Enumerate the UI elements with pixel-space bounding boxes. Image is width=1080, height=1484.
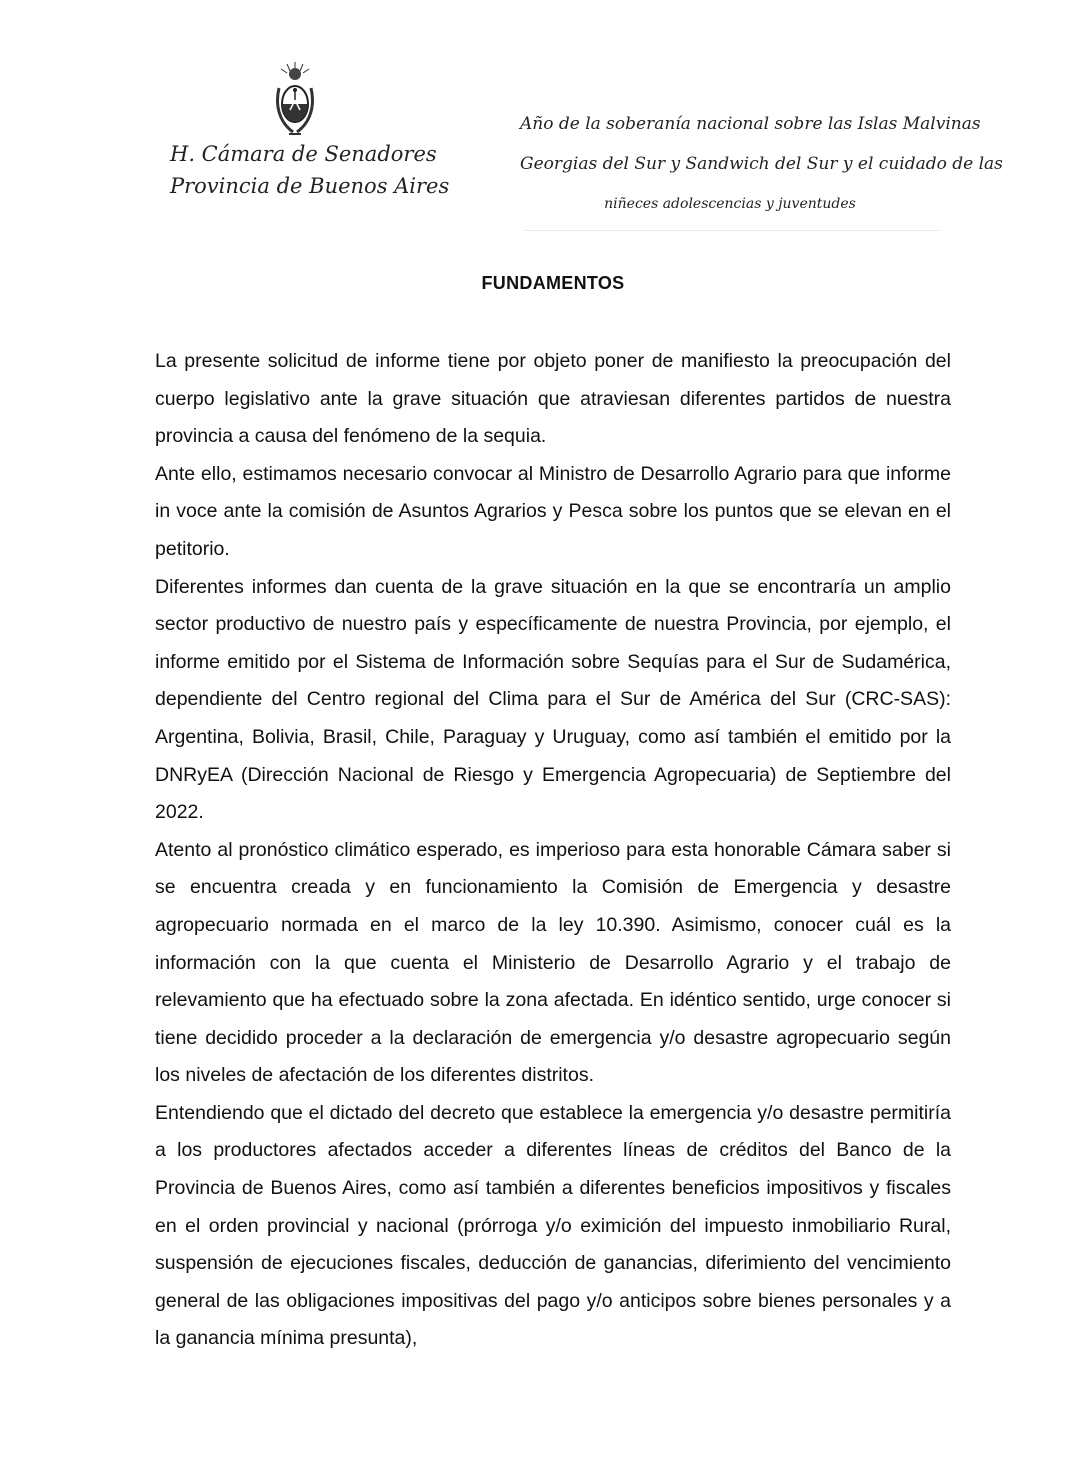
institution-province-line: Provincia de Buenos Aires (170, 174, 450, 198)
document-title: FUNDAMENTOS (481, 273, 625, 293)
header-divider (525, 230, 940, 231)
paragraph: Ante ello, estimamos necesario convocar al Ministro de Desarrollo Agrario para que informe in voce ante la comisión de Asuntos Agrarios y Pesca sobre los puntos que se elevan en el petitorio. (155, 462, 951, 560)
motto-line-2: Georgias del Sur y Sandwich del Sur y el cuidado de las (520, 154, 1003, 174)
paragraph: Diferentes informes dan cuenta de la grave situación en la que se encontraría un amplio sector productivo de nuestro país y específicamente de nuestra Provincia, por ejemplo, el informe emitido por el Sistema de Información sobre Sequías para el Sur de Sudamérica, dependiente del Centro regional del Clima para el Sur de América del Sur (CRC-SAS): Argentina, Bolivia, Brasil, Chile, Paraguay y Uruguay, como así también el emitido por la DNRyEA (Dirección Nacional de Riesgo y Emergencia Agropecuaria) de Septiembre del 2022. (155, 575, 951, 824)
paragraph: Atento al pronóstico climático esperado, es imperioso para esta honorable Cámara saber si se encuentra creada y en funcionamiento la Comisión de Emergencia y desastre agropecuario normada en el marco de la ley 10.390. Asimismo, conocer cuál es la información con la que cuenta el Ministerio de Desarrollo Agrario y el trabajo de relevamiento que ha efectuado sobre la zona afectada. En idéntico sentido, urge conocer si tiene decidido proceder a la declaración de emergencia y/o desastre agropecuario según los niveles de afectación de los diferentes distritos. (155, 838, 951, 1087)
institution-name-line: H. Cámara de Senadores (170, 142, 437, 166)
motto-line-1: Año de la soberanía nacional sobre las Islas Malvinas (520, 114, 981, 134)
motto-line-3: niñeces adolescencias y juventudes (604, 196, 856, 212)
letterhead-motto (520, 104, 1003, 224)
paragraph: Entendiendo que el dictado del decreto que establece la emergencia y/o desastre permitiría a los productores afectados acceder a diferentes líneas de créditos del Banco de la Provincia de Buenos Aires, como así también a diferentes beneficios impositivos y fiscales en el orden provincial y nacional (prórroga y/o eximición del impuesto inmobiliario Rural, suspensión de ejecuciones fiscales, deducción de ganancias, diferimiento del vencimiento general de las obligaciones impositivas del pago y/o anticipos sobre bienes personales y a la ganancia mínima presunta), (155, 1101, 951, 1350)
letterhead-institution (170, 60, 450, 220)
document-body (155, 343, 951, 1358)
paragraph: La presente solicitud de informe tiene por objeto poner de manifiesto la preocupación del cuerpo legislativo ante la grave situación que atraviesan diferentes partidos de nuestra provincia a causa del fenómeno de la sequia. (155, 350, 951, 448)
coat-of-arms-icon (273, 60, 317, 138)
